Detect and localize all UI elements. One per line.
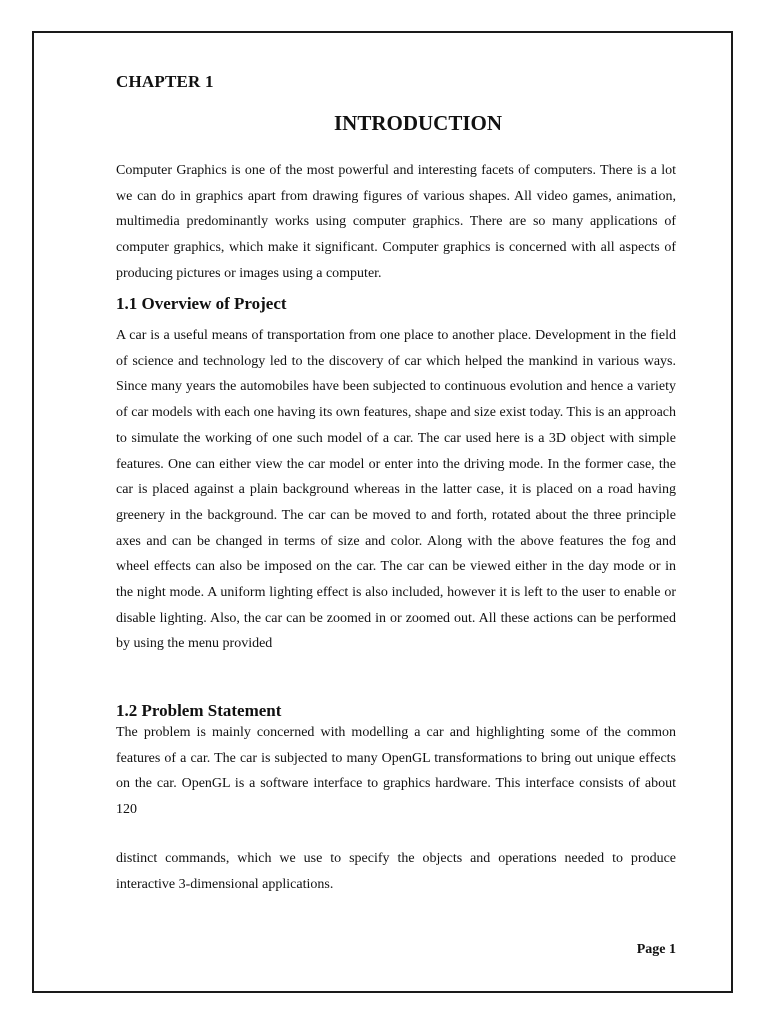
problem-statement-continuation: distinct commands, which we use to specify the objects and operations needed to produce interactive 3-dimensional applications. [116, 851, 676, 892]
section-heading-problem-statement: 1.2 Problem Statement [116, 701, 282, 720]
page-title: INTRODUCTION [333, 111, 503, 135]
problem-statement-paragraph: The problem is mainly concerned with modelling a car and highlighting some of the common features of a car. The car is subjected to many OpenGL transformations to bring out unique effects on the car. OpenGL is a software interface to graphics hardware. This interface consists of about 120 [116, 725, 676, 818]
intro-paragraph: Computer Graphics is one of the most powerful and interesting facets of computers. There is a lot we can do in graphics apart from drawing figures of various shapes. All video games, animation, multimedia predominantly works using computer graphics. There are so many applications of computer graphics, which make it significant. Computer graphics is concerned with all aspects of producing pictures or images using a computer. [116, 163, 676, 281]
overview-paragraph: A car is a useful means of transportation from one place to another place. Development in the field of science and technology led to the discovery of car which helped the mankind in various ways. Since many years the automobiles have been subjected to continuous evolution and hence a variety of car models with each one having its own features, shape and size exist today. This is an approach to simulate the working of one such model of a car. The car used here is a 3D object with simple features. One can either view the car model or enter into the driving mode. In the former case, the car is placed against a plain background whereas in the latter case, it is placed on a road having greenery in the background. The car can be moved to and forth, rotated about the three principle axes and can be changed in terms of size and color. Along with the above features the fog and wheel effects can also be imposed on the car. The car can be viewed either in the day mode or in the night mode. A uniform lighting effect is also included, however it is left to the user to enable or disable lighting. Also, the car can be zoomed in or zoomed out. All these actions can be performed by using the menu provided [116, 328, 676, 652]
page-number: Page 1 [636, 942, 676, 957]
section-heading-overview: 1.1 Overview of Project [116, 294, 287, 313]
chapter-label: CHAPTER 1 [116, 72, 214, 91]
